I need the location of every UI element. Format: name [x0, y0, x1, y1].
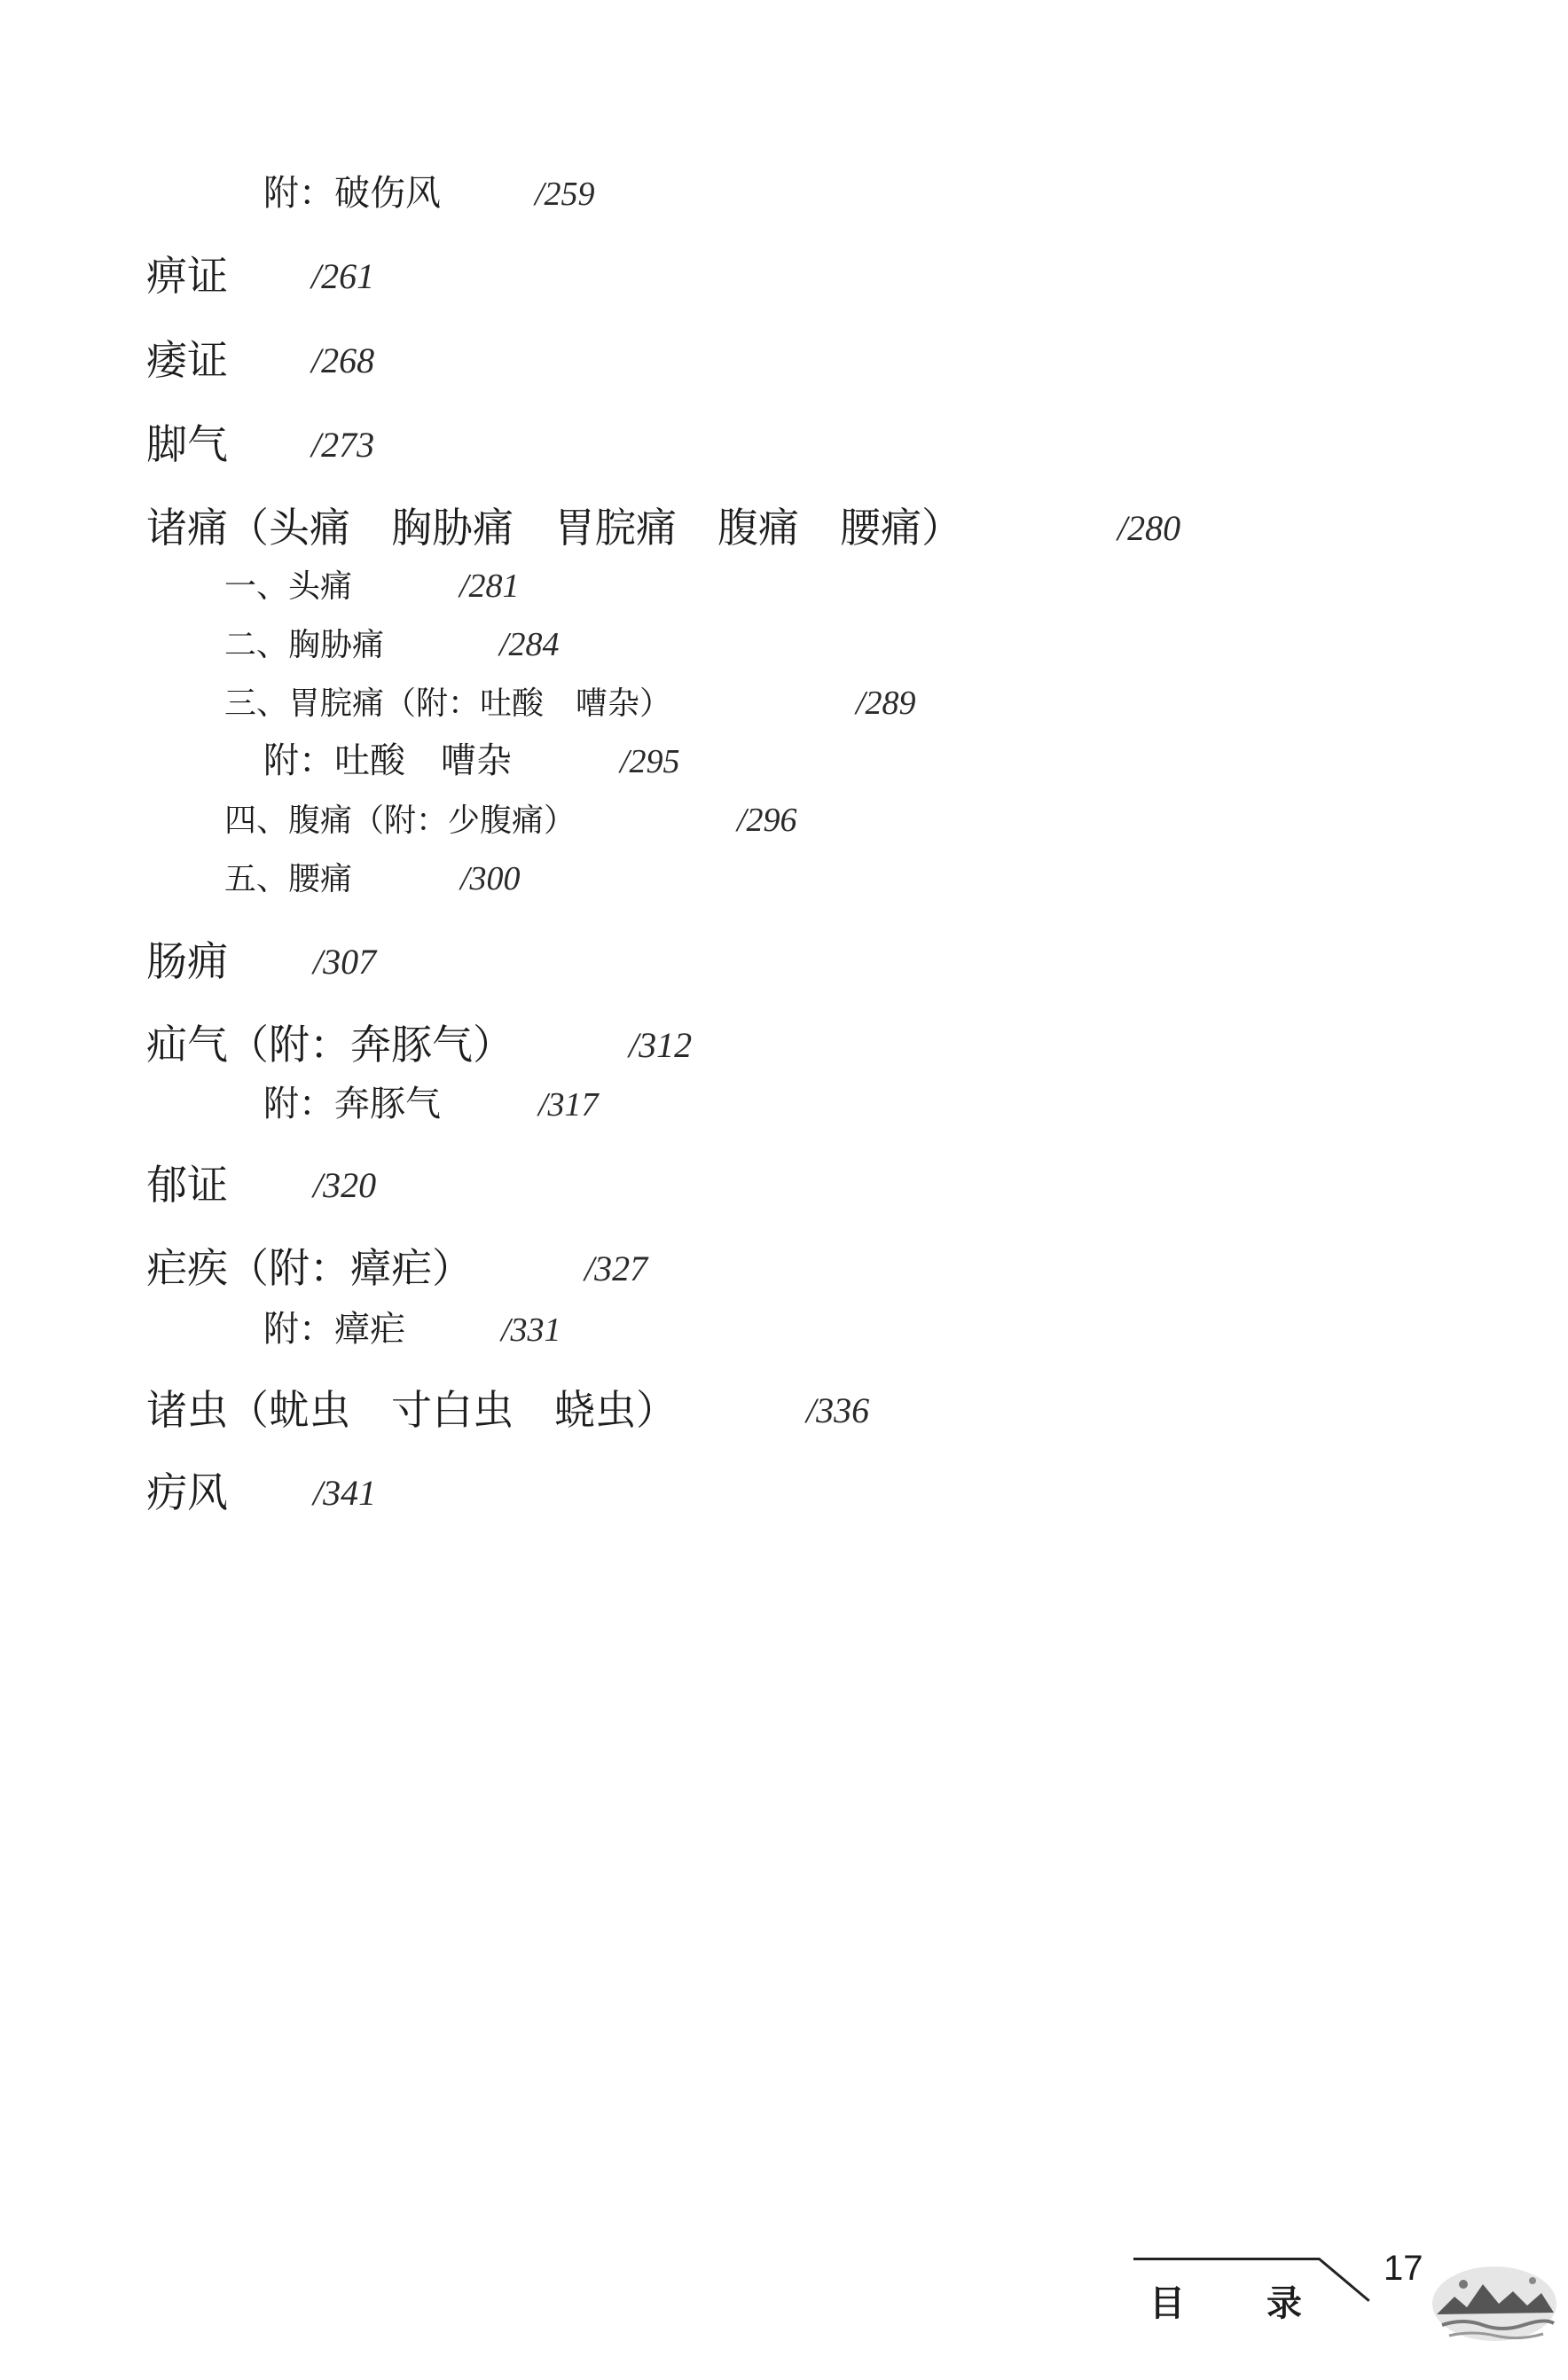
- toc-entry-title: 附：奔豚气: [263, 1084, 441, 1124]
- toc-entry-appendix-tetanus: [263, 173, 595, 214]
- toc-entry-title: 诸痛（头痛 胸胁痛 胃脘痛 腹痛 腰痛）: [146, 504, 962, 552]
- toc-entry-title: 附：吐酸 嘈杂: [263, 740, 512, 781]
- toc-entry-title: 附：瘴疟: [263, 1309, 405, 1350]
- footer-rule: [1133, 2258, 1320, 2260]
- toc-entry-appendix-running-piglet: [263, 1084, 599, 1124]
- toc-entry-appendix-acid-regurgitation: [263, 740, 680, 781]
- toc-entry-epigastric-pain: [224, 685, 916, 722]
- toc-entry-lumbar-pain: [224, 860, 521, 897]
- toc-entry-page: /281: [459, 568, 520, 605]
- toc-entry-hernia: [146, 1021, 693, 1069]
- toc-entry-page: /296: [737, 802, 797, 839]
- toc-entry-page: /284: [499, 626, 560, 663]
- toc-entry-parasites: [146, 1386, 870, 1434]
- toc-entry-title: 郁证: [146, 1161, 228, 1209]
- toc-entry-page: /307: [313, 942, 377, 982]
- toc-entry-title: 四、腹痛（附：少腹痛）: [224, 802, 576, 839]
- toc-entry-title: 疟疾（附：瘴疟）: [146, 1244, 473, 1292]
- toc-entry-page: /312: [629, 1025, 693, 1065]
- toc-entry-page: /300: [460, 860, 521, 897]
- toc-entry-page: /327: [584, 1249, 648, 1288]
- toc-entry-title: 五、腰痛: [224, 861, 353, 897]
- toc-entry-wei-syndrome: [146, 336, 375, 384]
- toc-entry-title: 痹证: [146, 252, 228, 300]
- toc-entry-headache: [224, 568, 520, 605]
- toc-entry-page: /280: [1117, 508, 1181, 548]
- toc-entry-page: /341: [313, 1473, 377, 1513]
- toc-entry-title: 脚气: [146, 420, 228, 468]
- toc-entry-appendix-miasmic-malaria: [263, 1309, 561, 1350]
- footer-section-title: 目录: [1149, 2283, 1384, 2324]
- toc-entry-title: 二、胸胁痛: [224, 627, 385, 663]
- toc-entry-title: 痿证: [146, 336, 228, 384]
- toc-entry-page: /289: [856, 685, 916, 722]
- toc-entry-page: /331: [501, 1311, 561, 1349]
- toc-entry-page: /336: [806, 1390, 870, 1430]
- toc-entry-title: 肠痈: [146, 937, 228, 985]
- toc-entry-title: 疠风: [146, 1468, 228, 1516]
- toc-entry-page: /295: [620, 743, 680, 780]
- landscape-ornament-icon: [1428, 2249, 1561, 2355]
- toc-entry-page: /320: [313, 1165, 377, 1205]
- toc-entry-page: /317: [538, 1086, 599, 1123]
- toc-entry-leprosy: [146, 1468, 377, 1516]
- toc-entry-bi-syndrome: [146, 252, 375, 300]
- toc-entry-pains: [146, 504, 1181, 552]
- toc-entry-intestinal-abscess: [146, 937, 377, 985]
- toc-entry-page: /259: [535, 176, 595, 213]
- toc-entry-depression: [146, 1161, 377, 1209]
- toc-entry-title: 一、头痛: [224, 568, 353, 605]
- toc-entry-page: /261: [311, 256, 375, 296]
- footer-page-number: 17: [1384, 2249, 1423, 2288]
- toc-entry-page: /273: [311, 425, 375, 465]
- toc-entry-beriberi: [146, 420, 375, 468]
- toc-entry-title: 疝气（附：奔豚气）: [146, 1021, 514, 1069]
- toc-entry-chest-hypochondriac-pain: [224, 626, 560, 663]
- toc-entry-page: /268: [311, 341, 375, 380]
- toc-entry-title: 诸虫（蚘虫 寸白虫 蛲虫）: [146, 1386, 677, 1434]
- toc-entry-abdominal-pain: [224, 802, 797, 839]
- toc-entry-title: 三、胃脘痛（附：吐酸 嘈杂）: [224, 685, 672, 722]
- toc-entry-malaria: [146, 1244, 648, 1292]
- toc-entry-title: 附：破伤风: [263, 173, 441, 214]
